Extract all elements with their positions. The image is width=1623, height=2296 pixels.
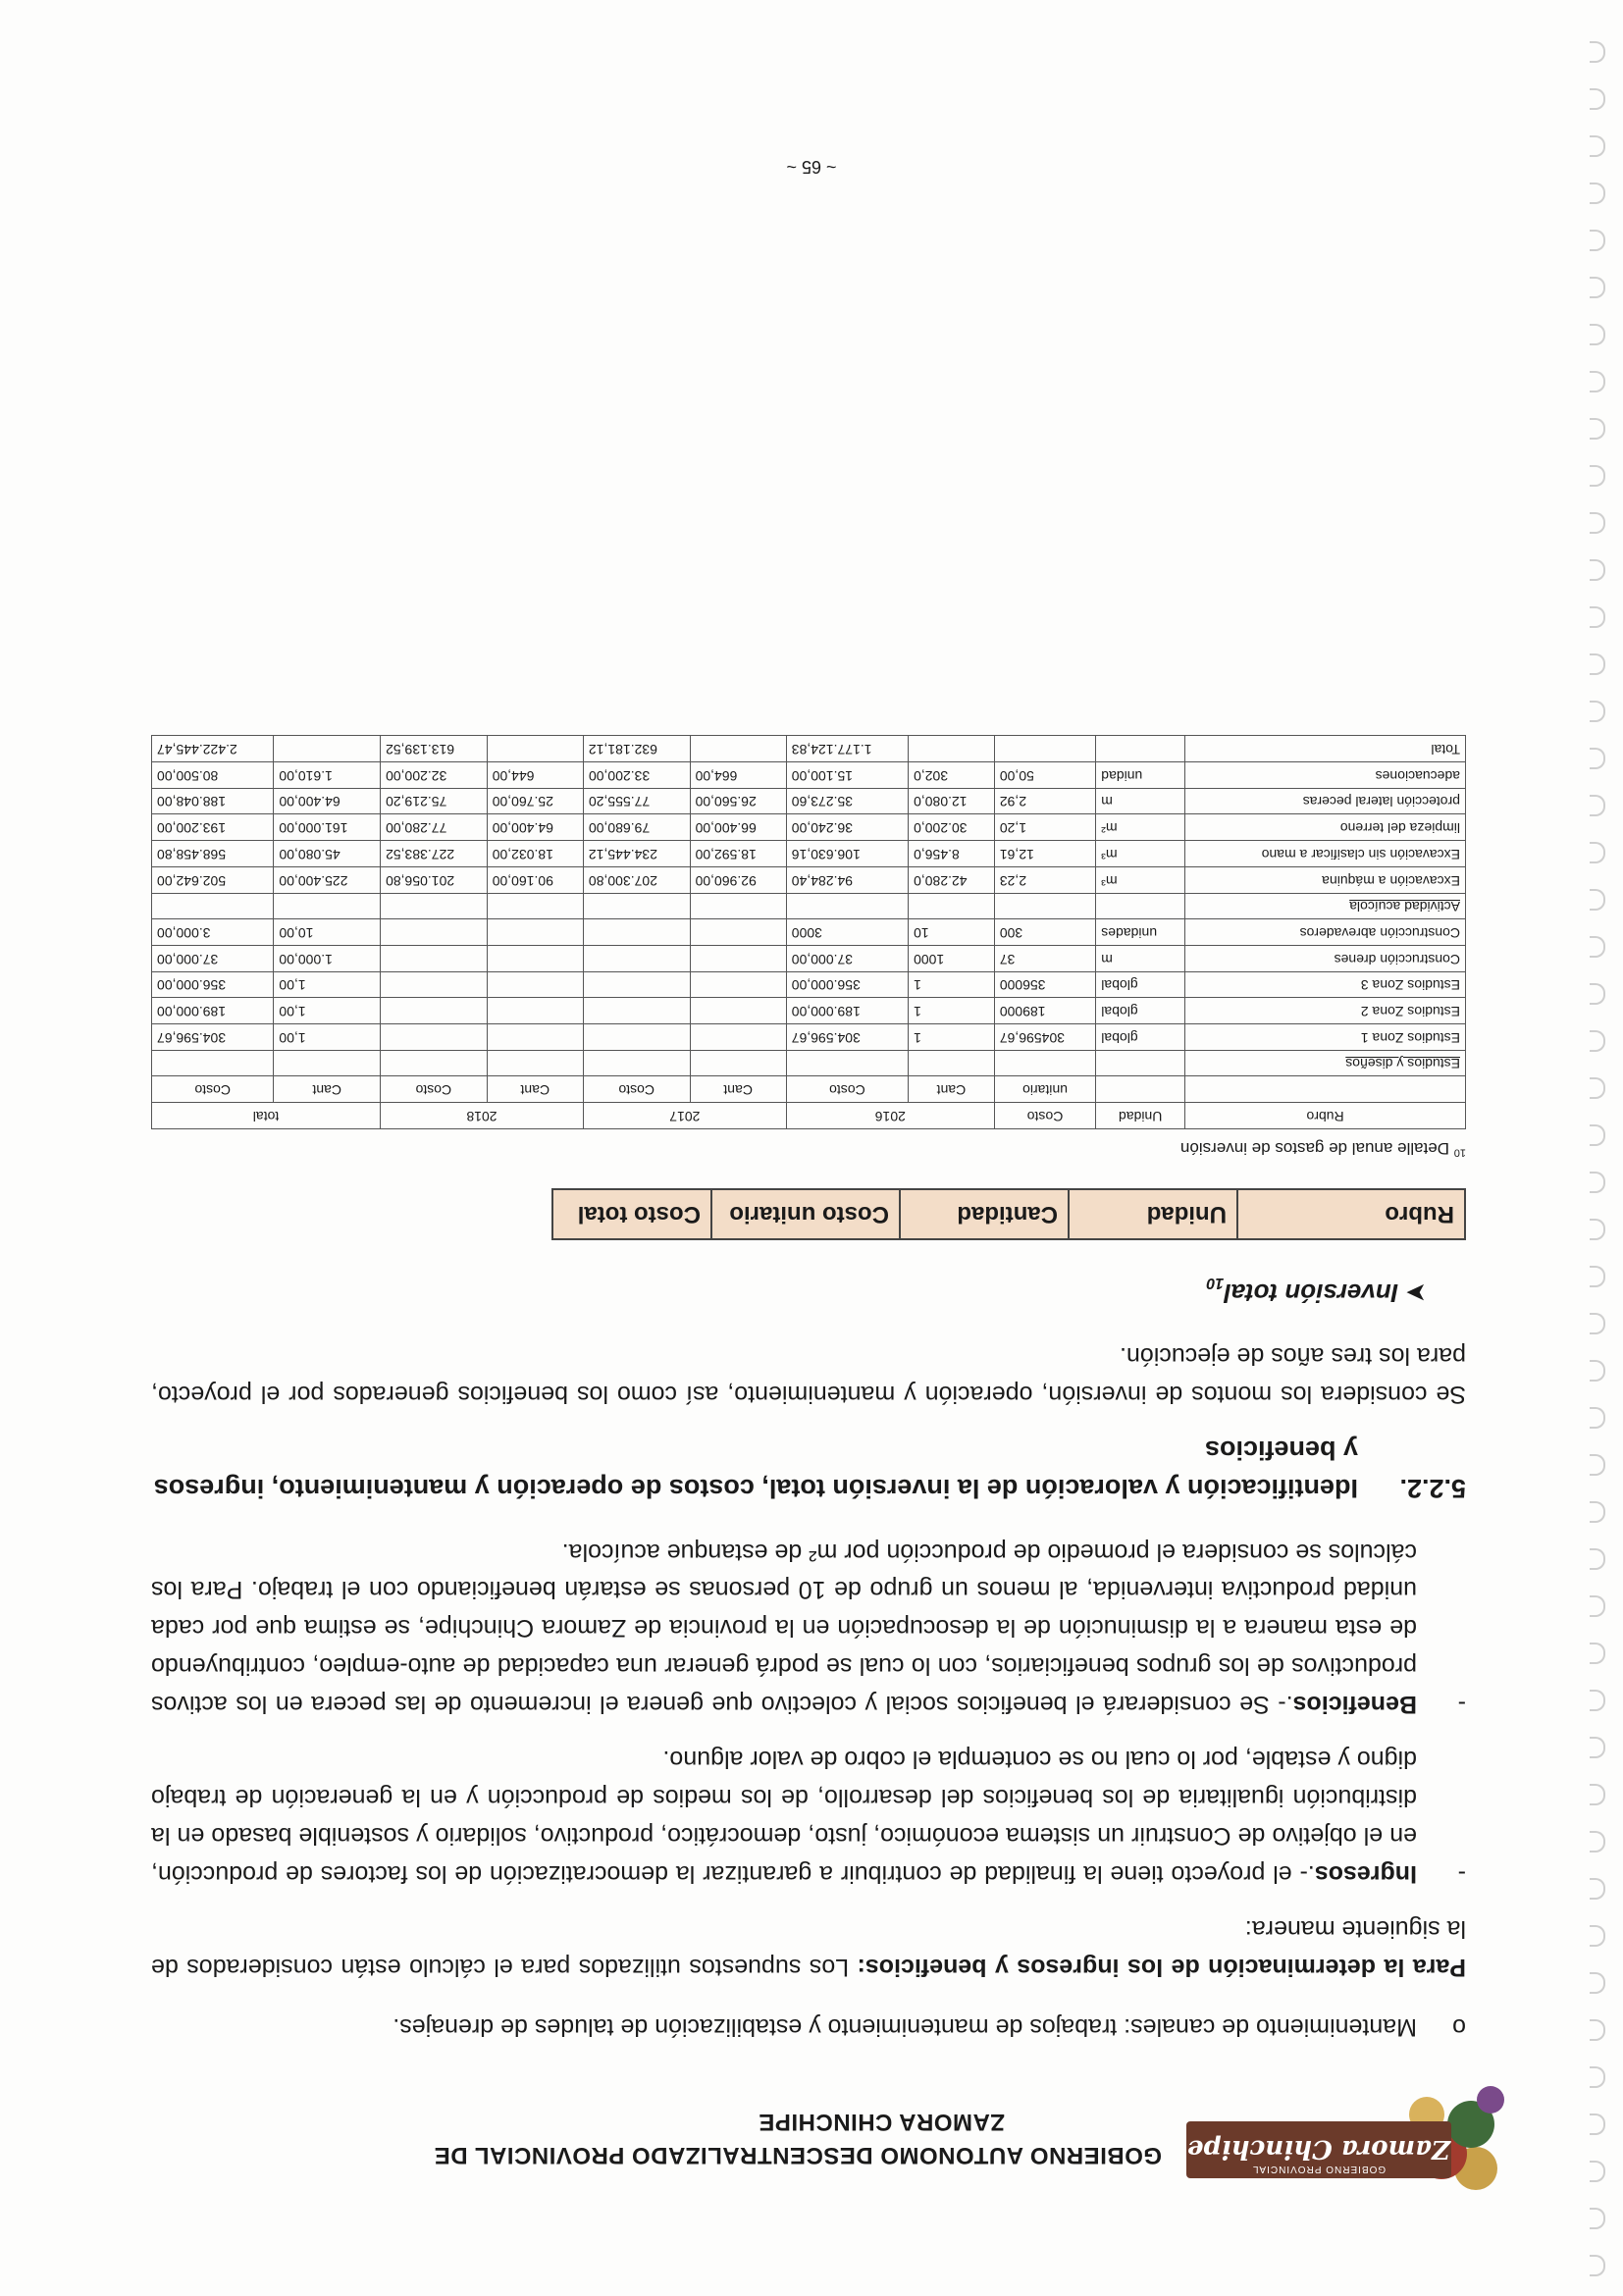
beneficios-text: .- Se considerará el beneficios social y colectivo que genera el incremento de las pecera en los activos productivos de los grupos beneficiarios, con lo cual se podrá generar una capacidad de auto-empleo, contribuyendo de esta manera a la disminución de la desocupación en la provincia de Zamora Chinchipe, se estima que por cada unidad productiva intervenida, al menos un grupo de 10 personas se estarán beneficiando con el trabajo. Para los cálculos se considera el promedio de producción por m² de estanque acuícola. [151, 1538, 1417, 1718]
table-cell: 1,00 [274, 971, 381, 998]
table-cell: 15.100,00 [786, 762, 908, 789]
table-row [152, 971, 1466, 998]
table-cell: m³ [1096, 841, 1185, 867]
investment-detail-table [151, 735, 1466, 1128]
table-cell: 35.273,60 [786, 788, 908, 814]
table-cell: 12.080,0 [909, 788, 995, 814]
table-cell: 644,00 [487, 762, 583, 789]
table-cell [487, 1050, 583, 1076]
table-cell: 2.422.445,47 [152, 736, 274, 762]
detail-head-2016: 2016 [786, 1103, 994, 1129]
table-cell [487, 893, 583, 919]
table-cell: 37 [994, 945, 1095, 971]
table-cell: global [1096, 971, 1185, 998]
table-cell: 80.500,00 [152, 762, 274, 789]
table-row [152, 1050, 1466, 1076]
table-cell [786, 1050, 908, 1076]
intro-paragraph [151, 1910, 1466, 1987]
table-cell: 33.200,00 [583, 762, 690, 789]
table-cell: 32.200,00 [381, 762, 488, 789]
table-cell: 1,00 [274, 1023, 381, 1050]
table-cell: unidades [1096, 919, 1185, 946]
table-cell: 106.630,16 [786, 841, 908, 867]
table-cell: Excavación a máquina [1185, 866, 1466, 893]
inversion-label: Inversión total [1224, 1278, 1398, 1309]
table-cell: 188.048,00 [152, 788, 274, 814]
table-cell: Excavación sin clasificar a mano [1185, 841, 1466, 867]
detail-head-total: total [152, 1103, 381, 1129]
table-cell [690, 945, 786, 971]
table-cell [1096, 1050, 1185, 1076]
table-row [152, 1023, 1466, 1050]
table-row [152, 998, 1466, 1024]
table-cell [381, 1050, 488, 1076]
letterhead [63, 2070, 1554, 2208]
table-cell: protección lateral peceras [1185, 788, 1466, 814]
table-cell: Construcción abrevaderos [1185, 919, 1466, 946]
table-cell [381, 1023, 488, 1050]
detail-head-2018: 2018 [381, 1103, 584, 1129]
table-cell: 234.445,12 [583, 841, 690, 867]
table-cell: 25.760,00 [487, 788, 583, 814]
table-cell: 1,00 [274, 998, 381, 1024]
table-cell [690, 971, 786, 998]
table-cell [583, 998, 690, 1024]
table-cell: 10,00 [274, 919, 381, 946]
detail-table-body [152, 736, 1466, 1076]
table-cell [487, 971, 583, 998]
table-cell [583, 1050, 690, 1076]
table-cell: 18.592,00 [690, 841, 786, 867]
table-cell: 37.000,00 [152, 945, 274, 971]
table-cell: m [1096, 945, 1185, 971]
table-cell: 189.000,00 [152, 998, 274, 1024]
footnote-text: Detalle anual de gastos de inversión [1179, 1139, 1450, 1159]
table-cell: Total [1185, 736, 1466, 762]
table-cell: 37.000,00 [786, 945, 908, 971]
table-cell: 79.680,00 [583, 814, 690, 841]
table-cell [381, 998, 488, 1024]
detail-subhead: Costo [583, 1076, 690, 1103]
table-cell [583, 919, 690, 946]
summary-table [551, 1188, 1466, 1240]
table-cell [583, 1023, 690, 1050]
summary-col-cantidad: Cantidad [900, 1189, 1069, 1239]
table-cell: 1.177.124,83 [786, 736, 908, 762]
table-cell: 568.458,80 [152, 841, 274, 867]
table-cell: 304596,67 [994, 1023, 1095, 1050]
arrow-bullet-icon: ➤ [1405, 1278, 1427, 1309]
table-row [152, 788, 1466, 814]
table-cell [994, 893, 1095, 919]
logo-banner [1186, 2121, 1451, 2178]
intro-text: Los supuestos utilizados para el cálculo están considerados de la siguiente manera: [151, 1915, 1466, 1982]
table-cell: 45.080,00 [274, 841, 381, 867]
table-cell [274, 1050, 381, 1076]
section-number: 5.2.2. [1399, 1474, 1466, 1503]
detail-header-row-2 [152, 1076, 1466, 1103]
table-cell: 201.056,80 [381, 866, 488, 893]
table-cell: 10 [909, 919, 995, 946]
summary-col-costo-unitario: Costo unitario [711, 1189, 900, 1239]
bullet-marker: o [1452, 2013, 1466, 2041]
table-cell: limpieza del terreno [1185, 814, 1466, 841]
table-row [152, 736, 1466, 762]
table-cell [786, 893, 908, 919]
table-cell: 304.596,67 [152, 1023, 274, 1050]
table-cell: Estudios Zona 1 [1185, 1023, 1466, 1050]
detail-subhead: Costo [786, 1076, 908, 1103]
beneficios-item [151, 1533, 1466, 1723]
table-cell [690, 736, 786, 762]
detail-subhead [1096, 1076, 1185, 1103]
table-cell: 2,23 [994, 866, 1095, 893]
table-cell: 1000 [909, 945, 995, 971]
table-cell [152, 1050, 274, 1076]
table-cell: 227.383,52 [381, 841, 488, 867]
table-cell: 304.596,67 [786, 1023, 908, 1050]
table-cell: m [1096, 788, 1185, 814]
detail-header-row-1 [152, 1103, 1466, 1129]
table-cell: adecuaciones [1185, 762, 1466, 789]
binding-holes [1574, 0, 1613, 2296]
table-cell [487, 945, 583, 971]
table-cell: 193.200,00 [152, 814, 274, 841]
table-cell: 64.400,00 [274, 788, 381, 814]
table-cell [1096, 893, 1185, 919]
table-cell: 356.000,00 [152, 971, 274, 998]
table-cell: 77.555,20 [583, 788, 690, 814]
detail-subhead: Cant [690, 1076, 786, 1103]
table-cell: 8.456,0 [909, 841, 995, 867]
table-cell: 18.032,00 [487, 841, 583, 867]
table-cell: 225.400,00 [274, 866, 381, 893]
maintenance-text: Mantenimiento de canales: trabajos de mantenimiento y estabilización de taludes de drenajes. [393, 2013, 1417, 2041]
table-cell: 302,0 [909, 762, 995, 789]
ingresos-item [151, 1741, 1466, 1893]
summary-col-rubro: Rubro [1237, 1189, 1465, 1239]
summary-col-costo-total: Costo total [552, 1189, 711, 1239]
table-cell [583, 893, 690, 919]
table-cell: 356.000,00 [786, 971, 908, 998]
detail-subhead: Cant [909, 1076, 995, 1103]
table-cell [583, 945, 690, 971]
table-cell: 1.610,00 [274, 762, 381, 789]
table-cell: Construcción drenes [1185, 945, 1466, 971]
table-cell [690, 919, 786, 946]
detail-head-2017: 2017 [583, 1103, 786, 1129]
table-cell: global [1096, 1023, 1185, 1050]
table-cell [690, 893, 786, 919]
table-cell: 77.280,00 [381, 814, 488, 841]
table-cell: m³ [1096, 866, 1185, 893]
detail-head-rubro: Rubro [1185, 1103, 1466, 1129]
table-cell [909, 736, 995, 762]
table-cell [487, 1023, 583, 1050]
table-row [152, 762, 1466, 789]
table-cell: 26.560,00 [690, 788, 786, 814]
footnote-ref: 10 [1453, 1146, 1466, 1159]
table-cell: 1 [909, 1023, 995, 1050]
table-cell [583, 971, 690, 998]
dash-marker: - [1457, 1690, 1466, 1718]
table-cell: Estudios Zona 3 [1185, 971, 1466, 998]
table-cell [274, 736, 381, 762]
ingresos-label: Ingresos [1314, 1859, 1417, 1888]
footnote [151, 1135, 1466, 1161]
table-cell: 502.642,00 [152, 866, 274, 893]
table-cell: 1 [909, 971, 995, 998]
table-cell: 1,20 [994, 814, 1095, 841]
inversion-heading [151, 1270, 1466, 1313]
table-cell [690, 1050, 786, 1076]
table-cell: 356000 [994, 971, 1095, 998]
table-cell: 613.139,52 [381, 736, 488, 762]
maintenance-item [151, 2008, 1466, 2046]
table-cell [1096, 736, 1185, 762]
section-title: Identificación y valoración de la inversión total, costos de operación y mantenimiento, ingresos y beneficios [153, 1435, 1358, 1503]
detail-subhead: Cant [274, 1076, 381, 1103]
table-cell: unidad [1096, 762, 1185, 789]
table-cell [994, 1050, 1095, 1076]
table-cell [909, 1050, 995, 1076]
summary-header-row [552, 1189, 1465, 1239]
section-paragraph: Se considera los montos de inversión, operación y mantenimiento, así como los beneficios generados por el proyecto, para los tres años de ejecución. [151, 1341, 1466, 1408]
ingresos-text: .- el proyecto tiene la finalidad de contribuir a garantizar la democratización de los factores de producción, en el objetivo de Construir un sistema económico, justo, democrático, productivo, solidario y sostenible basado en la distribución igualitaria de los beneficios del desarrollo, de los medios de producción y en la generación de trabajo digno y estable, por lo cual no se contempla el cobro de valor alguno. [151, 1746, 1417, 1888]
table-cell [487, 998, 583, 1024]
beneficios-label: Beneficios [1292, 1690, 1417, 1718]
table-cell [690, 998, 786, 1024]
table-row [152, 945, 1466, 971]
table-row [152, 866, 1466, 893]
table-cell: 189000 [994, 998, 1095, 1024]
detail-subhead [1185, 1076, 1466, 1103]
table-cell [381, 971, 488, 998]
detail-subhead: Costo [152, 1076, 274, 1103]
table-cell: 90.160,00 [487, 866, 583, 893]
detail-subhead: Costo [381, 1076, 488, 1103]
table-cell: 161.000,00 [274, 814, 381, 841]
table-cell [381, 893, 488, 919]
table-cell: Actividad acuícola [1185, 893, 1466, 919]
table-row [152, 919, 1466, 946]
table-cell [487, 736, 583, 762]
table-cell: 1.000,00 [274, 945, 381, 971]
table-cell [152, 893, 274, 919]
table-row [152, 841, 1466, 867]
table-cell: 3000 [786, 919, 908, 946]
table-cell: 632.181,12 [583, 736, 690, 762]
table-cell: 66.400,00 [690, 814, 786, 841]
table-cell: Estudios Zona 2 [1185, 998, 1466, 1024]
page-number: ~ 65 ~ [786, 157, 837, 177]
table-cell [381, 919, 488, 946]
table-cell [690, 1023, 786, 1050]
table-cell: 664,00 [690, 762, 786, 789]
intro-bold: Para la determinación de los ingresos y beneficios: [857, 1954, 1466, 1982]
table-cell [994, 736, 1095, 762]
table-cell: 94.284,40 [786, 866, 908, 893]
table-cell: 1 [909, 998, 995, 1024]
table-cell: 64.400,00 [487, 814, 583, 841]
detail-head-unidad: Unidad [1096, 1103, 1185, 1129]
summary-col-unidad: Unidad [1069, 1189, 1237, 1239]
table-cell: 3.000,00 [152, 919, 274, 946]
inversion-footnote-ref: 10 [1206, 1275, 1225, 1292]
logo-caption: GOBIERNO PROVINCIAL [1251, 2164, 1387, 2174]
table-cell: 207.300,80 [583, 866, 690, 893]
table-cell: 42.280,0 [909, 866, 995, 893]
table-row [152, 893, 1466, 919]
table-cell: 2,92 [994, 788, 1095, 814]
table-cell: 75.219,20 [381, 788, 488, 814]
table-cell [487, 919, 583, 946]
body-text [151, 735, 1466, 2046]
detail-subhead: Cant [487, 1076, 583, 1103]
org-title-line2: ZAMORA CHINCHIPE [758, 2109, 1005, 2135]
table-cell [381, 945, 488, 971]
table-cell: 50,00 [994, 762, 1095, 789]
section-heading [151, 1431, 1466, 1507]
table-cell: m² [1096, 814, 1185, 841]
detail-head-costo: Costo [994, 1103, 1095, 1129]
dash-marker: - [1457, 1859, 1466, 1888]
table-cell: 92.960,00 [690, 866, 786, 893]
table-cell: 36.240,00 [786, 814, 908, 841]
table-cell: Estudios y diseños [1185, 1050, 1466, 1076]
table-cell: 300 [994, 919, 1095, 946]
table-cell [909, 893, 995, 919]
table-cell: 12,61 [994, 841, 1095, 867]
detail-subhead: unitario [994, 1076, 1095, 1103]
table-cell: 30.200,0 [909, 814, 995, 841]
table-row [152, 814, 1466, 841]
table-cell: global [1096, 998, 1185, 1024]
table-cell [274, 893, 381, 919]
org-title-line1: GOBIERNO AUTONOMO DESCENTRALIZADO PROVINCIAL DE [434, 2142, 1162, 2168]
table-cell: 189.000,00 [786, 998, 908, 1024]
logo-name: Zamora Chinchipe [1187, 2134, 1450, 2164]
